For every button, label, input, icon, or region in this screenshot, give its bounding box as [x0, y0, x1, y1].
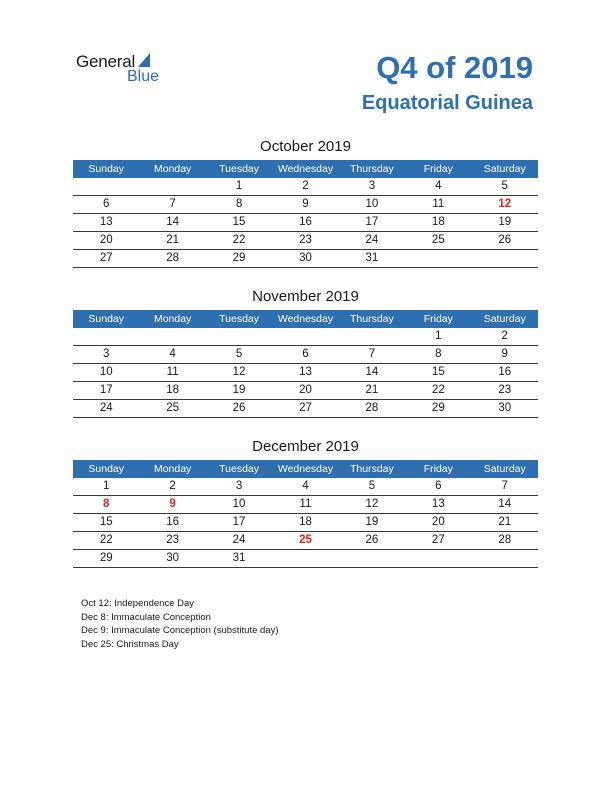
- weekday-label: Monday: [153, 163, 192, 175]
- weekday-label: Tuesday: [219, 163, 259, 175]
- weekday-label: Monday: [153, 463, 192, 475]
- calendar-date: 20: [431, 516, 445, 528]
- calendar-date: 19: [498, 216, 512, 228]
- calendar-date: 26: [365, 534, 379, 546]
- weekday-header-row: [73, 460, 538, 478]
- calendar-date: 13: [299, 366, 312, 378]
- calendar-date: 10: [99, 366, 113, 378]
- calendar-date: 15: [232, 216, 246, 228]
- calendar-date: 25: [431, 234, 445, 246]
- calendar-date: 5: [235, 348, 243, 360]
- calendar-date: 26: [498, 234, 512, 246]
- calendar-date: 30: [299, 252, 312, 264]
- calendar-date: 13: [99, 216, 113, 228]
- calendar-date: 30: [166, 552, 180, 564]
- calendar-date: 31: [232, 552, 246, 564]
- calendar-date: 29: [99, 552, 113, 564]
- calendar-date: 28: [365, 402, 379, 414]
- week-row: [73, 514, 538, 532]
- week-row: [73, 364, 538, 382]
- calendar-date: 6: [435, 480, 442, 492]
- weekday-label: Friday: [423, 313, 453, 325]
- calendar-date: [272, 550, 338, 567]
- week-row: [73, 178, 538, 196]
- calendar-date: 27: [431, 534, 445, 546]
- month-title: December 2019: [252, 438, 359, 455]
- logo-triangle-icon: [138, 53, 150, 67]
- week-row: [73, 196, 538, 214]
- calendar-date: 20: [99, 234, 113, 246]
- calendar-date: [405, 250, 471, 267]
- calendar-date: 30: [498, 402, 512, 414]
- calendar-date: 9: [501, 348, 508, 360]
- calendar-date: 14: [498, 498, 512, 510]
- calendar-date: 21: [498, 516, 512, 528]
- calendar-date: 3: [235, 480, 243, 492]
- calendar-date: 23: [166, 534, 180, 546]
- calendar-date: [339, 328, 405, 345]
- calendar-date: [339, 550, 405, 567]
- holiday-note: Dec 8: Immaculate Conception: [81, 611, 211, 623]
- calendar-date: 11: [299, 498, 312, 510]
- calendar-date: 15: [99, 516, 113, 528]
- calendar-date: 18: [431, 216, 445, 228]
- calendar-date: 19: [365, 516, 379, 528]
- calendar-date: 1: [103, 480, 110, 492]
- calendar-date: 2: [169, 480, 176, 492]
- calendar-date: 3: [103, 348, 110, 360]
- month-calendar-december: [73, 437, 538, 568]
- calendar-date: 11: [432, 198, 445, 210]
- weekday-label: Thursday: [350, 163, 394, 175]
- calendar-date: 29: [431, 402, 445, 414]
- calendar-date: 14: [166, 216, 180, 228]
- calendar-date: 17: [365, 216, 379, 228]
- calendar-date: [272, 328, 338, 345]
- calendar-date: 22: [232, 234, 246, 246]
- week-row: [73, 478, 538, 496]
- week-row: [73, 550, 538, 568]
- week-row: [73, 214, 538, 232]
- weekday-label: Wednesday: [277, 463, 334, 475]
- calendar-date: 25: [166, 402, 180, 414]
- calendar-date: 6: [103, 198, 110, 210]
- weekday-label: Saturday: [483, 163, 526, 175]
- weekday-label: Tuesday: [219, 313, 259, 325]
- calendar-date: [139, 328, 205, 345]
- calendar-date: 16: [166, 516, 180, 528]
- calendar-date: 17: [232, 516, 246, 528]
- calendar-date: 17: [99, 384, 113, 396]
- holiday-notes: [81, 597, 278, 651]
- calendar-date: 4: [435, 180, 442, 192]
- holiday-note: Oct 12: Independence Day: [81, 598, 195, 609]
- calendar-date: 2: [501, 330, 508, 342]
- calendar-date: 6: [302, 348, 309, 360]
- calendar-date: 19: [232, 384, 246, 396]
- weekday-header-row: [73, 310, 538, 328]
- calendar-date: 28: [166, 252, 180, 264]
- calendar-date: 27: [299, 402, 312, 414]
- weekday-label: Wednesday: [277, 163, 334, 175]
- logo-blue-text: Blue: [127, 68, 160, 85]
- calendar-date: 8: [235, 198, 243, 210]
- holiday-note: Dec 25: Christmas Day: [81, 638, 179, 650]
- holiday-date: 25: [299, 534, 312, 546]
- calendar-date: 22: [99, 534, 113, 546]
- week-row: [73, 400, 538, 418]
- weekday-label: Wednesday: [277, 313, 334, 325]
- weekday-label: Friday: [423, 163, 453, 175]
- calendar-date: 28: [498, 534, 512, 546]
- calendar-date: 12: [232, 366, 246, 378]
- calendar-date: 21: [365, 384, 379, 396]
- calendar-date: 16: [498, 366, 512, 378]
- weekday-label: Monday: [153, 313, 192, 325]
- calendar-date: 7: [368, 348, 376, 360]
- calendar-date: 9: [302, 198, 309, 210]
- brand-logo: [76, 52, 176, 92]
- calendar-date: 12: [365, 498, 379, 510]
- calendar-date: 13: [431, 498, 445, 510]
- week-row: [73, 250, 538, 268]
- calendar-date: 23: [498, 384, 512, 396]
- calendar-date: 1: [235, 180, 243, 192]
- calendar-date: 3: [368, 180, 376, 192]
- weekday-label: Saturday: [483, 313, 526, 325]
- week-row: [73, 382, 538, 400]
- month-calendar-october: [73, 137, 538, 268]
- calendar-date: 26: [232, 402, 246, 414]
- calendar-date: 5: [501, 180, 508, 192]
- calendar-date: 15: [431, 366, 445, 378]
- calendar-date: 31: [365, 252, 379, 264]
- calendar-date: 18: [299, 516, 312, 528]
- calendar-date: 24: [99, 402, 113, 414]
- week-row: [73, 496, 538, 514]
- weekday-label: Friday: [423, 463, 453, 475]
- holiday-date: 9: [169, 498, 176, 510]
- weekday-label: Thursday: [350, 463, 394, 475]
- calendar-date: 22: [431, 384, 445, 396]
- calendar-date: [73, 328, 139, 345]
- calendar-date: 24: [365, 234, 379, 246]
- country-name: Equatorial Guinea: [361, 92, 533, 114]
- calendar-date: 14: [365, 366, 379, 378]
- month-calendar-november: [73, 287, 538, 418]
- calendar-date: 23: [299, 234, 312, 246]
- calendar-date: [472, 550, 538, 567]
- calendar-date: 24: [232, 534, 246, 546]
- calendar-date: 1: [435, 330, 442, 342]
- week-row: [73, 532, 538, 550]
- calendar-date: [206, 328, 272, 345]
- calendar-date: 10: [365, 198, 379, 210]
- holiday-note: Dec 9: Immaculate Conception (substitute day): [81, 625, 279, 636]
- holiday-date: 8: [103, 498, 110, 510]
- month-title: October 2019: [260, 138, 351, 155]
- calendar-date: [73, 178, 139, 195]
- weekday-label: Sunday: [88, 163, 125, 175]
- calendar-date: 11: [166, 366, 179, 378]
- calendar-date: 10: [232, 498, 246, 510]
- week-row: [73, 328, 538, 346]
- calendar-date: [139, 178, 205, 195]
- calendar-date: 18: [166, 384, 180, 396]
- calendar-date: 27: [99, 252, 113, 264]
- calendar-date: 7: [169, 198, 176, 210]
- calendar-date: 4: [302, 480, 309, 492]
- calendar-date: 16: [299, 216, 312, 228]
- calendar-date: [405, 550, 471, 567]
- weekday-label: Saturday: [483, 463, 526, 475]
- page-title: Q4 of 2019: [376, 50, 533, 85]
- weekday-label: Sunday: [88, 313, 125, 325]
- weekday-label: Thursday: [350, 313, 394, 325]
- weekday-label: Tuesday: [219, 463, 259, 475]
- calendar-date: 5: [368, 480, 376, 492]
- calendar-date: 29: [232, 252, 246, 264]
- week-row: [73, 232, 538, 250]
- calendar-date: 20: [299, 384, 312, 396]
- calendar-date: 21: [166, 234, 180, 246]
- calendar-date: 2: [302, 180, 309, 192]
- month-title: November 2019: [252, 288, 359, 305]
- calendar-date: [472, 250, 538, 267]
- week-row: [73, 346, 538, 364]
- calendar-date: 8: [435, 348, 442, 360]
- calendar-date: 4: [169, 348, 176, 360]
- logo-general-text: General: [76, 52, 136, 71]
- calendar-date: 7: [501, 480, 508, 492]
- weekday-header-row: [73, 160, 538, 178]
- holiday-date: 12: [498, 198, 512, 210]
- weekday-label: Sunday: [88, 463, 125, 475]
